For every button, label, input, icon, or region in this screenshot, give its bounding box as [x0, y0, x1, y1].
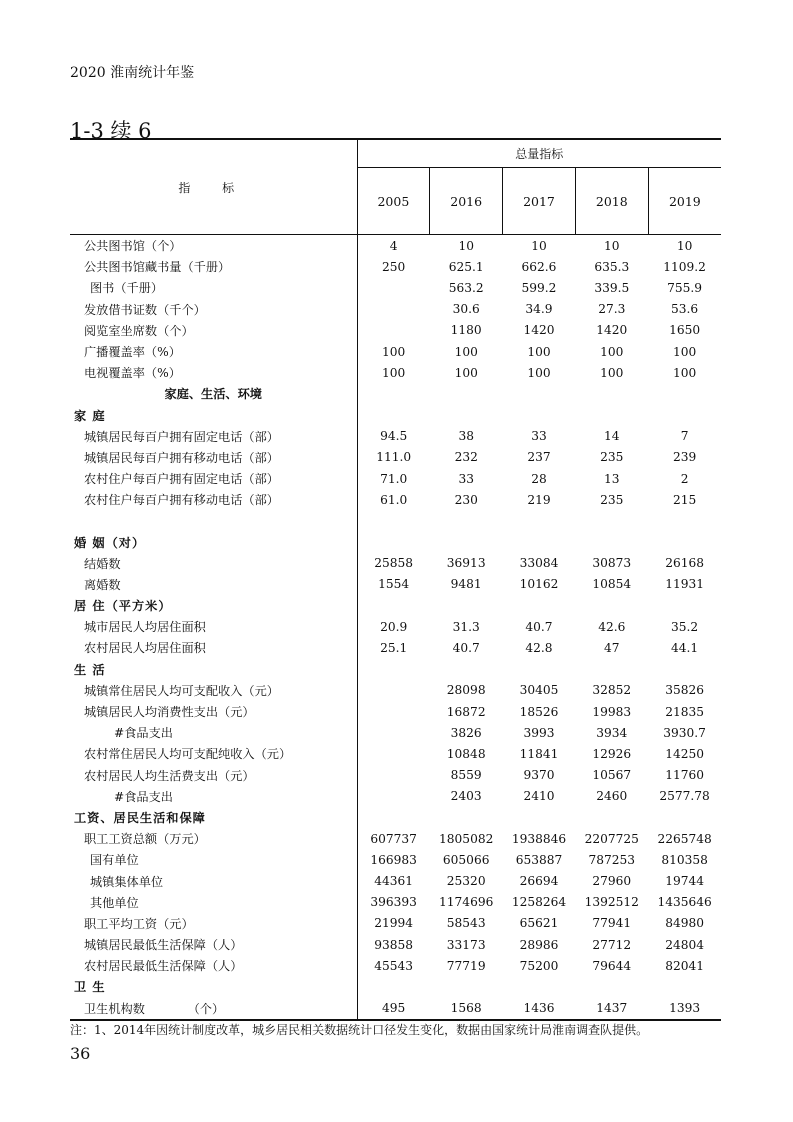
value-cell [648, 807, 721, 828]
value-cell [357, 320, 430, 341]
table-row [70, 786, 721, 807]
value-cell: 82041 [665, 958, 704, 973]
value-cell: 1436 [503, 998, 576, 1020]
value-cell: 24804 [665, 937, 704, 952]
table-row [70, 998, 721, 1020]
group-header: 总量指标 [357, 139, 721, 168]
value-cell: 42.8 [525, 640, 553, 655]
value-cell: 71.0 [380, 471, 408, 486]
year-header: 2016 [430, 168, 503, 235]
table-row [70, 828, 721, 849]
value-cell: 230 [454, 492, 478, 507]
indicator-label: 公共图书馆藏书量（千册） [70, 256, 357, 277]
value-cell: 10 [531, 238, 547, 253]
value-cell [430, 595, 503, 616]
table-row [70, 743, 721, 764]
value-cell [357, 701, 430, 722]
value-cell: 27712 [592, 937, 632, 952]
value-cell: 32852 [592, 683, 632, 698]
indicator-label: 城镇常住居民人均可支配收入（元） [70, 680, 357, 701]
value-cell: 77941 [592, 916, 632, 931]
value-cell: 166983 [370, 852, 417, 867]
table-row [70, 934, 721, 955]
footnote: 注：1、2014年因统计制度改革，城乡居民相关数据统计口径发生变化，数据由国家统计局淮南调查队提供。 [70, 1023, 649, 1037]
value-cell: 1437 [575, 998, 648, 1020]
value-cell [430, 807, 503, 828]
table-row [70, 235, 721, 257]
value-cell: 215 [672, 492, 697, 507]
value-cell [503, 807, 576, 828]
value-cell: 607737 [370, 831, 417, 846]
value-cell [503, 510, 576, 531]
indicator-label: 广播覆盖率（%） [70, 341, 357, 362]
value-cell: 94.5 [380, 429, 408, 444]
value-cell: 755.9 [667, 280, 703, 295]
value-cell: 28 [531, 471, 547, 486]
value-cell: 77719 [446, 958, 486, 973]
table-row [70, 659, 721, 680]
group-header-row [70, 139, 721, 168]
table-row [70, 426, 721, 447]
value-cell [430, 976, 503, 997]
value-cell: 1568 [430, 998, 503, 1020]
value-cell: 31.3 [452, 619, 480, 634]
table-row [70, 277, 721, 298]
value-cell: 1393 [648, 998, 721, 1020]
indicator-label: 城市居民人均居住面积 [70, 616, 357, 637]
value-cell: 10854 [592, 577, 632, 592]
value-cell: 38 [458, 429, 474, 444]
year-header: 2005 [357, 168, 430, 235]
value-cell [503, 383, 576, 404]
year-header: 2018 [575, 168, 648, 235]
value-cell: 53.6 [671, 302, 699, 317]
value-cell: 10 [676, 238, 693, 253]
value-cell: 100 [382, 344, 406, 359]
value-cell [357, 722, 430, 743]
table-row [70, 468, 721, 489]
value-cell: 33 [531, 429, 547, 444]
indicator-label: 居 住（平方米） [70, 595, 357, 616]
table-row [70, 722, 721, 743]
table-row [70, 447, 721, 468]
value-cell: 235 [600, 492, 624, 507]
value-cell: 58543 [446, 916, 486, 931]
value-cell: 3826 [450, 725, 482, 740]
value-cell: 13 [604, 471, 620, 486]
indicator-label: 家 庭 [70, 405, 357, 426]
value-cell: 35826 [665, 683, 704, 698]
value-cell [503, 595, 576, 616]
indicator-label: 发放借书证数（千个） [70, 299, 357, 320]
table-row [70, 362, 721, 383]
value-cell [648, 976, 721, 997]
value-cell [430, 510, 503, 531]
value-cell [648, 659, 721, 680]
table-row [70, 320, 721, 341]
value-cell: 40.7 [525, 619, 553, 634]
table-row [70, 595, 721, 616]
value-cell [357, 383, 430, 404]
indicator-label: 阅览室坐席数（个） [70, 320, 357, 341]
value-cell [648, 405, 721, 426]
value-cell: 1109.2 [663, 259, 706, 274]
value-cell: 34.9 [525, 302, 553, 317]
value-cell: 7 [680, 429, 689, 444]
value-cell: 30405 [519, 683, 559, 698]
indicator-label: 国有单位 [70, 849, 357, 870]
indicator-label: 城镇居民人均消费性支出（元） [70, 701, 357, 722]
value-cell [357, 680, 430, 701]
value-cell [575, 807, 648, 828]
year-header: 2019 [648, 168, 721, 235]
value-cell: 9481 [450, 577, 482, 592]
indicator-label: 职工平均工资（元） [70, 913, 357, 934]
value-cell [648, 531, 721, 552]
value-cell: 21994 [374, 916, 414, 931]
value-cell: 3930.7 [663, 725, 706, 740]
value-cell: 10 [458, 238, 474, 253]
value-cell [357, 743, 430, 764]
value-cell [357, 531, 430, 552]
value-cell: 605066 [442, 852, 490, 867]
year-header: 2017 [503, 168, 576, 235]
value-cell: 28986 [519, 937, 559, 952]
value-cell: 27.3 [598, 302, 626, 317]
value-cell: 235 [600, 450, 624, 465]
value-cell: 28098 [446, 683, 486, 698]
indicator-label: 城镇居民最低生活保障（人） [70, 934, 357, 955]
value-cell: 10 [604, 238, 620, 253]
value-cell: 100 [454, 365, 478, 380]
value-cell: 1805082 [439, 831, 494, 846]
table-row [70, 383, 721, 404]
indicator-label: 农村住户每百户拥有固定电话（部） [70, 468, 357, 489]
table-row [70, 405, 721, 426]
value-cell: 25.1 [380, 640, 408, 655]
value-cell: 495 [357, 998, 430, 1020]
value-cell: 100 [672, 365, 697, 380]
table-row [70, 256, 721, 277]
value-cell [648, 383, 721, 404]
value-cell [575, 595, 648, 616]
indicator-label: 生 活 [70, 659, 357, 680]
value-cell: 787253 [588, 852, 636, 867]
value-cell [648, 595, 721, 616]
value-cell: 2 [680, 471, 689, 486]
indicator-label: 城镇居民每百户拥有移动电话（部） [70, 447, 357, 468]
value-cell [503, 659, 576, 680]
value-cell: 1938846 [511, 831, 567, 846]
value-cell: 237 [527, 450, 551, 465]
value-cell: 11760 [665, 768, 704, 783]
value-cell [430, 531, 503, 552]
value-cell: 27960 [592, 874, 632, 889]
value-cell: 44.1 [671, 640, 699, 655]
value-cell [357, 277, 430, 298]
value-cell [357, 976, 430, 997]
value-cell: 26168 [665, 556, 704, 571]
statistics-table-container [70, 138, 721, 1021]
indicator-label: 城镇集体单位 [70, 870, 357, 891]
value-cell: 45543 [374, 958, 414, 973]
value-cell: 3993 [523, 725, 555, 740]
table-row [70, 299, 721, 320]
indicator-label: 公共图书馆（个） [70, 235, 357, 257]
value-cell: 232 [454, 450, 478, 465]
value-cell: 1174696 [439, 895, 494, 910]
value-cell: 40.7 [452, 640, 480, 655]
value-cell: 93858 [374, 937, 414, 952]
value-cell: 44361 [374, 874, 414, 889]
value-cell: 1258264 [511, 895, 567, 910]
value-cell: 2410 [523, 789, 555, 804]
value-cell [575, 383, 648, 404]
indicator-label: 家庭、生活、环境 [70, 383, 357, 404]
value-cell: 100 [454, 344, 478, 359]
value-cell: 1435646 [657, 895, 712, 910]
table-row [70, 489, 721, 510]
value-cell: 1420 [596, 323, 628, 338]
indicator-label: 工资、居民生活和保障 [70, 807, 357, 828]
value-cell [357, 807, 430, 828]
table-row [70, 341, 721, 362]
value-cell: 30.6 [452, 302, 480, 317]
table-row [70, 701, 721, 722]
value-cell [575, 659, 648, 680]
indicator-label [70, 510, 357, 531]
value-cell: 100 [382, 365, 406, 380]
value-cell: 599.2 [521, 280, 557, 295]
value-cell [357, 510, 430, 531]
running-head: 2020 淮南统计年鉴 [70, 65, 195, 81]
value-cell [575, 976, 648, 997]
value-cell [503, 405, 576, 426]
table-row [70, 976, 721, 997]
value-cell: 635.3 [594, 259, 630, 274]
value-cell [648, 510, 721, 531]
value-cell: 100 [527, 365, 551, 380]
value-cell: 1180 [450, 323, 482, 338]
table-row [70, 680, 721, 701]
value-cell: 2577.78 [659, 789, 710, 804]
table-row [70, 892, 721, 913]
indicator-header: 指 标 [70, 139, 357, 235]
value-cell: 65621 [519, 916, 559, 931]
value-cell: 662.6 [521, 259, 557, 274]
value-cell: 36913 [446, 556, 486, 571]
value-cell: 239 [672, 450, 697, 465]
value-cell [503, 531, 576, 552]
value-cell: 4 [389, 238, 398, 253]
indicator-label: 农村居民人均居住面积 [70, 637, 357, 658]
value-cell [575, 531, 648, 552]
value-cell: 2207725 [584, 831, 639, 846]
value-cell: 2460 [596, 789, 628, 804]
value-cell: 8559 [450, 768, 482, 783]
value-cell: 10848 [446, 746, 486, 761]
value-cell [357, 659, 430, 680]
value-cell: 100 [600, 365, 624, 380]
value-cell: 339.5 [594, 280, 630, 295]
value-cell: 100 [527, 344, 551, 359]
value-cell: 9370 [523, 768, 555, 783]
value-cell: 33084 [519, 556, 559, 571]
value-cell: 11841 [519, 746, 559, 761]
value-cell: 100 [672, 344, 697, 359]
table-row [70, 574, 721, 595]
indicator-label: #食品支出 [70, 786, 357, 807]
value-cell: 16872 [446, 704, 486, 719]
value-cell: 250 [382, 259, 406, 274]
value-cell: 1420 [523, 323, 555, 338]
indicator-label: 农村常住居民人均可支配纯收入（元） [70, 743, 357, 764]
table-row [70, 510, 721, 531]
indicator-label: 离婚数 [70, 574, 357, 595]
value-cell: 30873 [592, 556, 632, 571]
statistics-table [70, 138, 721, 1021]
value-cell: 1554 [378, 577, 410, 592]
value-cell: 79644 [592, 958, 632, 973]
table-row [70, 637, 721, 658]
indicator-label: 城镇居民每百户拥有固定电话（部） [70, 426, 357, 447]
value-cell: 26694 [519, 874, 559, 889]
value-cell: 84980 [665, 916, 704, 931]
value-cell: 42.6 [598, 619, 626, 634]
value-cell: 25858 [374, 556, 414, 571]
value-cell: 14 [604, 429, 620, 444]
table-row [70, 849, 721, 870]
indicator-label: 农村居民人均生活费支出（元） [70, 765, 357, 786]
indicator-label: #食品支出 [70, 722, 357, 743]
table-row [70, 870, 721, 891]
value-cell [503, 976, 576, 997]
value-cell: 1392512 [584, 895, 639, 910]
value-cell: 61.0 [380, 492, 408, 507]
value-cell: 100 [600, 344, 624, 359]
value-cell: 25320 [446, 874, 486, 889]
value-cell: 2403 [450, 789, 482, 804]
value-cell: 1650 [669, 323, 701, 338]
value-cell: 810358 [661, 852, 708, 867]
indicator-label: 农村住户每百户拥有移动电话（部） [70, 489, 357, 510]
value-cell: 3934 [596, 725, 628, 740]
value-cell: 35.2 [671, 619, 699, 634]
value-cell: 219 [527, 492, 551, 507]
value-cell: 563.2 [448, 280, 484, 295]
value-cell [430, 383, 503, 404]
table-row [70, 955, 721, 976]
indicator-label: 婚 姻（对） [70, 531, 357, 552]
table-title: 1-3 续 6 [70, 119, 152, 143]
value-cell: 19983 [592, 704, 632, 719]
value-cell [430, 405, 503, 426]
value-cell: 10162 [519, 577, 559, 592]
indicator-label: 卫生机构数 （个） [70, 998, 357, 1020]
indicator-label: 电视覆盖率（%） [70, 362, 357, 383]
value-cell [430, 659, 503, 680]
value-cell: 12926 [592, 746, 632, 761]
value-cell: 10567 [592, 768, 632, 783]
value-cell [357, 786, 430, 807]
table-row [70, 913, 721, 934]
value-cell: 111.0 [376, 450, 412, 465]
value-cell: 33173 [446, 937, 486, 952]
value-cell [575, 405, 648, 426]
value-cell [357, 765, 430, 786]
value-cell: 33 [458, 471, 474, 486]
indicator-label: 图书（千册） [70, 277, 357, 298]
table-row [70, 765, 721, 786]
table-row [70, 807, 721, 828]
value-cell [357, 405, 430, 426]
value-cell [575, 510, 648, 531]
value-cell: 625.1 [448, 259, 484, 274]
indicator-label: 其他单位 [70, 892, 357, 913]
value-cell: 653887 [515, 852, 563, 867]
page-number: 36 [70, 1044, 91, 1063]
indicator-label: 职工工资总额（万元） [70, 828, 357, 849]
value-cell: 21835 [665, 704, 704, 719]
indicator-label: 卫 生 [70, 976, 357, 997]
value-cell: 18526 [519, 704, 559, 719]
value-cell: 20.9 [380, 619, 408, 634]
value-cell: 11931 [665, 577, 704, 592]
indicator-label: 结婚数 [70, 553, 357, 574]
table-row [70, 616, 721, 637]
indicator-label: 农村居民最低生活保障（人） [70, 955, 357, 976]
value-cell: 75200 [519, 958, 559, 973]
value-cell: 396393 [370, 895, 417, 910]
table-row [70, 531, 721, 552]
table-body [70, 235, 721, 1020]
value-cell: 14250 [665, 746, 704, 761]
value-cell: 2265748 [657, 831, 712, 846]
value-cell [357, 299, 430, 320]
value-cell: 47 [604, 640, 620, 655]
value-cell [357, 595, 430, 616]
table-row [70, 553, 721, 574]
value-cell: 19744 [665, 874, 704, 889]
